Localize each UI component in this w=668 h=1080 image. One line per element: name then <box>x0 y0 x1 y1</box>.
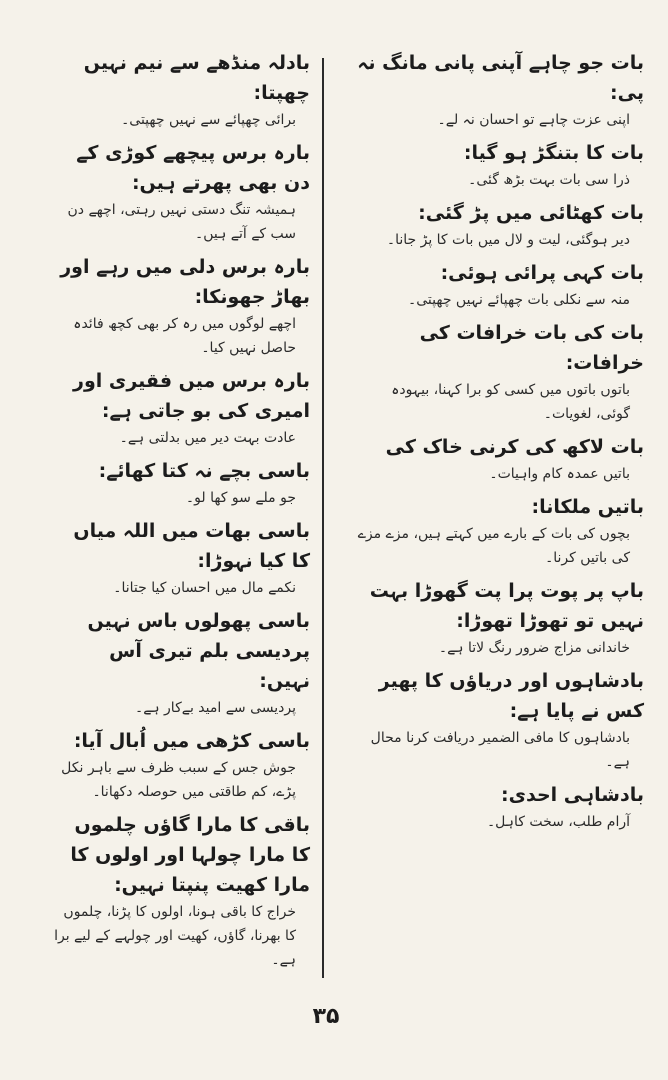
entry <box>354 318 644 426</box>
entry-meaning: ذرا سی بات بہت بڑھ گئی۔ <box>468 172 630 188</box>
entry-headword: بادشاہی احدی: <box>500 784 644 806</box>
entry <box>52 606 310 720</box>
entry-meaning: آرام طلب، سخت کاہل۔ <box>486 814 630 830</box>
entry-meaning: ہمیشہ تنگ دستی نہیں رہتی، اچھے دن سب کے آتے ہیں۔ <box>67 202 296 242</box>
entry <box>52 138 310 246</box>
entry-headword: باسی بچے نہ کتا کھائے: <box>98 460 310 482</box>
entry-meaning: بادشاہوں کا مافی الضمیر دریافت کرنا محال ہے۔ <box>370 730 630 770</box>
left-column <box>52 48 310 978</box>
entry <box>52 810 310 972</box>
entry-headword: بادلہ منڈھے سے نیم نہیں چھپتا: <box>83 52 310 104</box>
entry-headword: بارہ برس پیچھے کوڑی کے دن بھی پھرتے ہیں: <box>76 142 310 194</box>
entry-headword: باقی کا مارا گاؤں چلموں کا مارا چولہا اور اولوں کا مارا کھیت پنپتا نہیں: <box>70 814 310 896</box>
entry-headword: بارہ برس دلی میں رہے اور بھاڑ جھونکا: <box>60 256 310 308</box>
entry <box>52 456 310 510</box>
entry <box>52 726 310 804</box>
entry-headword: باسی پھولوں باس نہیں پردیسی بلم تیری آس نہیں: <box>87 610 310 692</box>
entry-meaning: بچوں کی بات کے بارے میں کہتے ہیں، مزے مزے کی باتیں کرنا۔ <box>357 526 630 566</box>
entry-meaning: باتوں باتوں میں کسی کو برا کہنا، بیہودہ گوئی، لغویات۔ <box>391 382 630 422</box>
entry-meaning: خاندانی مزاج ضرور رنگ لاتا ہے۔ <box>438 640 630 656</box>
entry <box>354 576 644 660</box>
entry-headword: باپ پر پوت پرا پت گھوڑا بہت نہیں تو تھوڑا تھوڑا: <box>369 580 644 632</box>
entry-meaning: منہ سے نکلی بات چھپائے نہیں چھپتی۔ <box>408 292 630 308</box>
entry <box>354 432 644 486</box>
entry-headword: بات کا بتنگڑ ہو گیا: <box>463 142 644 164</box>
entry <box>354 780 644 834</box>
entry <box>354 198 644 252</box>
entry-meaning: نکمے مال میں احسان کیا جتانا۔ <box>113 580 296 596</box>
entry-headword: بات کہی پرائی ہوئی: <box>440 262 644 284</box>
entry <box>354 48 644 132</box>
entry <box>52 516 310 600</box>
entry-headword: بات کھٹائی میں پڑ گئی: <box>418 202 644 224</box>
entry-headword: بادشاہوں اور دریاؤں کا پھیر کس نے پایا ہے: <box>378 670 644 722</box>
entry <box>354 138 644 192</box>
page-number: ۳۵ <box>312 1004 340 1029</box>
entry <box>52 252 310 360</box>
entry-headword: باسی کڑھی میں اُبال آیا: <box>73 730 310 752</box>
entry <box>354 492 644 570</box>
entry-meaning: برائی چھپائے سے نہیں چھپتی۔ <box>121 112 296 128</box>
entry-meaning: اپنی عزت چاہے تو احسان نہ لے۔ <box>437 112 630 128</box>
entry-meaning: اچھے لوگوں میں رہ کر بھی کچھ فائدہ حاصل نہیں کیا۔ <box>73 316 296 356</box>
entry-headword: باسی بھات میں اللہ میاں کا کیا نہوڑا: <box>73 520 310 572</box>
entry <box>354 666 644 774</box>
entry <box>52 48 310 132</box>
entry-meaning: دیر ہوگئی، لیت و لال میں بات کا پڑ جانا۔ <box>386 232 630 248</box>
entry-headword: باتیں ملکانا: <box>531 496 644 518</box>
column-divider <box>322 58 324 978</box>
entry-headword: بات لاکھ کی کرنی خاک کی <box>385 436 644 458</box>
entry <box>354 258 644 312</box>
right-column <box>354 48 644 840</box>
entry <box>52 366 310 450</box>
entry-meaning: خراج کا باقی ہونا، اولوں کا پڑنا، چلموں کا بھرنا، گاؤں، کھیت اور چولہے کے لیے برا ہے۔ <box>54 904 296 968</box>
entry-headword: بات جو چاہے آپنی پانی مانگ نہ پی: <box>357 52 644 104</box>
entry-meaning: پردیسی سے امید بےکار ہے۔ <box>134 700 296 716</box>
entry-meaning: عادت بہت دیر میں بدلتی ہے۔ <box>119 430 296 446</box>
entry-meaning: جوش جس کے سبب ظرف سے باہر نکل پڑے، کم طاقتی میں حوصلہ دکھانا۔ <box>61 760 296 800</box>
entry-headword: بات کی بات خرافات کی خرافات: <box>419 322 644 374</box>
entry-meaning: جو ملے سو کھا لو۔ <box>185 490 296 506</box>
entry-meaning: باتیں عمدہ کام واہیات۔ <box>489 466 630 482</box>
entry-headword: بارہ برس میں فقیری اور امیری کی بو جاتی ہے: <box>73 370 310 422</box>
